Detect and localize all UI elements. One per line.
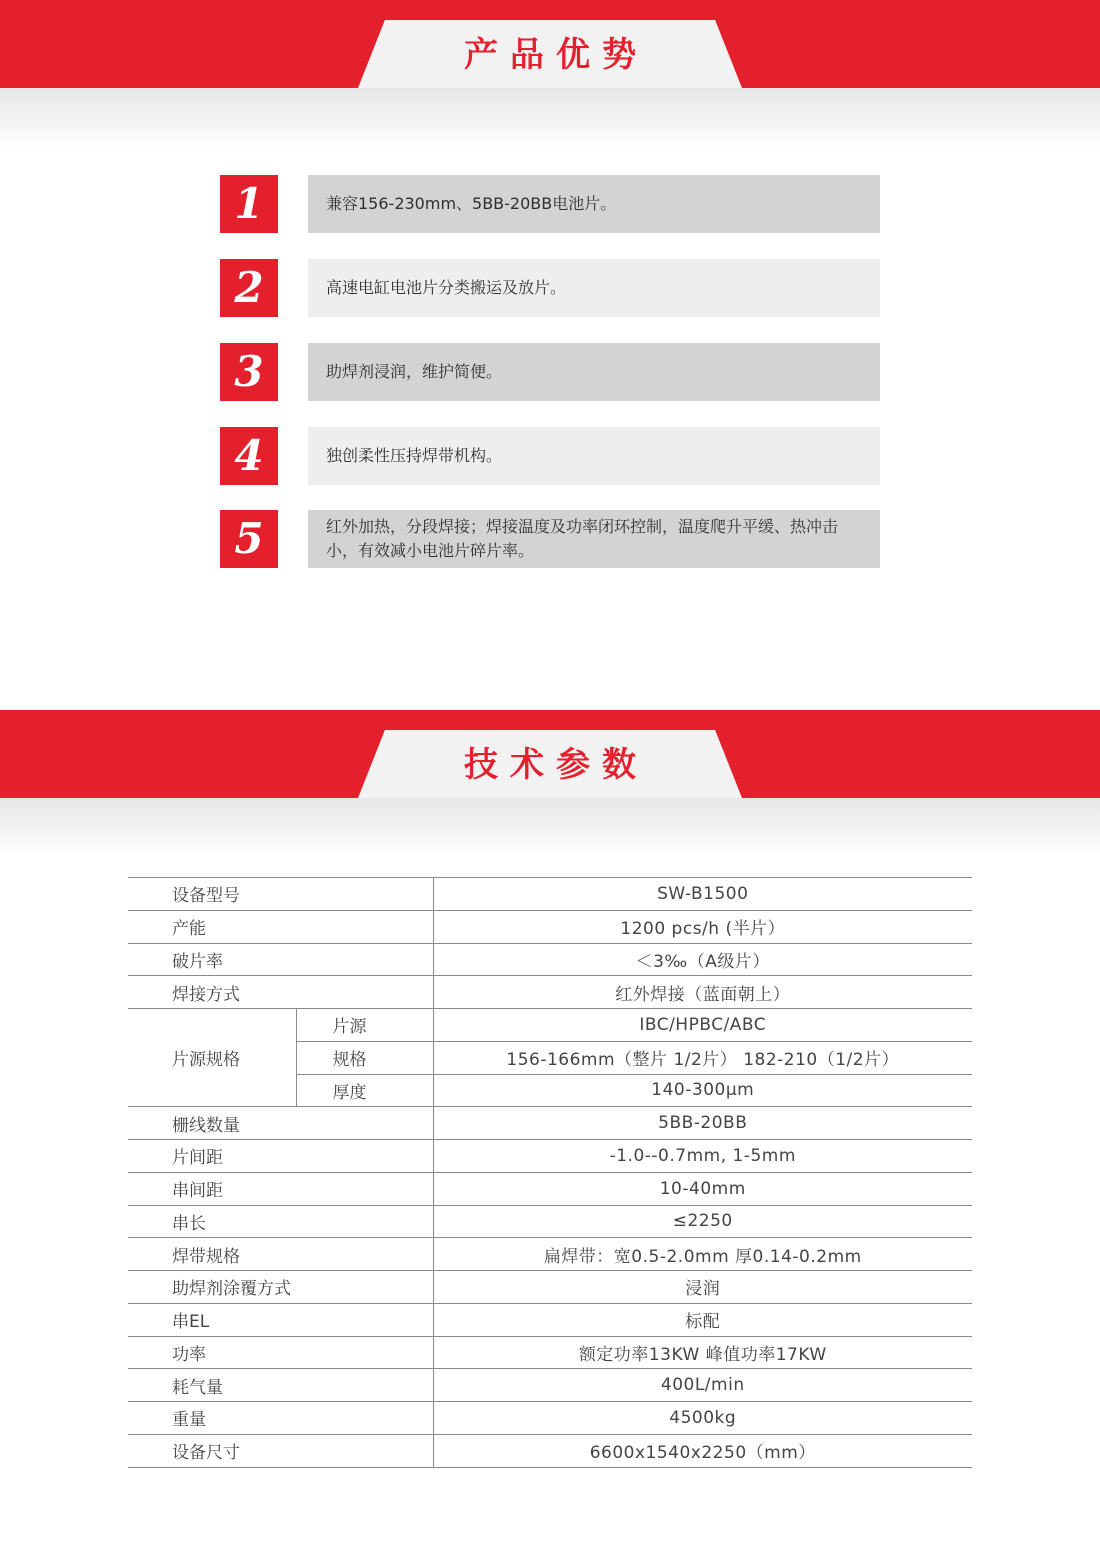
table-row <box>128 1238 972 1271</box>
spec-value: 4500kg <box>433 1402 972 1435</box>
spec-value: 红外焊接（蓝面朝上） <box>433 976 972 1009</box>
spec-sublabel: 规格 <box>296 1041 433 1074</box>
advantage-number: 4 <box>220 427 278 485</box>
table-row <box>128 1140 972 1173</box>
advantage-text: 独创柔性压持焊带机构。 <box>308 427 880 485</box>
specs-banner <box>0 710 1100 860</box>
advantage-item <box>220 175 880 233</box>
spec-sublabel: 片源 <box>296 1009 433 1042</box>
spec-table <box>128 877 972 1468</box>
spec-value: ≤2250 <box>433 1205 972 1238</box>
spec-label: 耗气量 <box>128 1369 433 1402</box>
table-row <box>128 1172 972 1205</box>
banner-shadow <box>0 798 1100 858</box>
table-row <box>128 1402 972 1435</box>
spec-label: 焊接方式 <box>128 976 433 1009</box>
spec-value: IBC/HPBC/ABC <box>433 1009 972 1042</box>
spec-value: 10-40mm <box>433 1172 972 1205</box>
advantage-number: 3 <box>220 343 278 401</box>
advantage-text: 兼容156-230mm、5BB-20BB电池片。 <box>308 175 880 233</box>
specs-title: 技术参数 <box>464 745 648 785</box>
spec-label: 功率 <box>128 1336 433 1369</box>
spec-value: SW-B1500 <box>433 878 972 911</box>
advantage-item <box>220 427 880 485</box>
spec-value: 6600x1540x2250（mm） <box>433 1434 972 1467</box>
spec-label: 串EL <box>128 1303 433 1336</box>
spec-value: 140-300μm <box>433 1074 972 1107</box>
advantage-text: 助焊剂浸润，维护简便。 <box>308 343 880 401</box>
spec-value: ＜3‰（A级片） <box>433 943 972 976</box>
table-row <box>128 910 972 943</box>
advantage-item <box>220 510 880 568</box>
spec-value: 1200 pcs/h (半片） <box>433 910 972 943</box>
spec-label: 破片率 <box>128 943 433 976</box>
table-row <box>128 1009 972 1042</box>
advantages-title: 产品优势 <box>464 35 648 75</box>
table-row <box>128 1303 972 1336</box>
table-row <box>128 1205 972 1238</box>
spec-label: 助焊剂涂覆方式 <box>128 1271 433 1304</box>
spec-value: 扁焊带：宽0.5-2.0mm 厚0.14-0.2mm <box>433 1238 972 1271</box>
spec-value: 额定功率13KW 峰值功率17KW <box>433 1336 972 1369</box>
spec-label: 设备型号 <box>128 878 433 911</box>
table-row <box>128 1336 972 1369</box>
spec-label: 串间距 <box>128 1172 433 1205</box>
spec-value: -1.0--0.7mm, 1-5mm <box>433 1140 972 1173</box>
spec-label: 重量 <box>128 1402 433 1435</box>
spec-value: 5BB-20BB <box>433 1107 972 1140</box>
spec-value: 400L/min <box>433 1369 972 1402</box>
advantage-item <box>220 259 880 317</box>
advantage-number: 2 <box>220 259 278 317</box>
advantages-banner <box>0 0 1100 150</box>
advantage-text: 红外加热，分段焊接；焊接温度及功率闭环控制，温度爬升平缓、热冲击小，有效减小电池片碎片率。 <box>308 510 880 568</box>
banner-shadow <box>0 88 1100 148</box>
spec-label: 设备尺寸 <box>128 1434 433 1467</box>
table-row <box>128 1107 972 1140</box>
advantage-number: 1 <box>220 175 278 233</box>
spec-label: 片间距 <box>128 1140 433 1173</box>
advantage-number: 5 <box>220 510 278 568</box>
spec-value: 156-166mm（整片 1/2片） 182-210（1/2片） <box>433 1041 972 1074</box>
spec-label: 串长 <box>128 1205 433 1238</box>
table-row <box>128 878 972 911</box>
table-row <box>128 943 972 976</box>
spec-label: 栅线数量 <box>128 1107 433 1140</box>
table-row <box>128 1271 972 1304</box>
spec-value: 浸润 <box>433 1271 972 1304</box>
spec-group-label: 片源规格 <box>128 1009 296 1107</box>
table-row <box>128 976 972 1009</box>
advantage-text: 高速电缸电池片分类搬运及放片。 <box>308 259 880 317</box>
spec-label: 焊带规格 <box>128 1238 433 1271</box>
spec-value: 标配 <box>433 1303 972 1336</box>
table-row <box>128 1434 972 1467</box>
table-row <box>128 1369 972 1402</box>
spec-sublabel: 厚度 <box>296 1074 433 1107</box>
advantage-item <box>220 343 880 401</box>
spec-label: 产能 <box>128 910 433 943</box>
